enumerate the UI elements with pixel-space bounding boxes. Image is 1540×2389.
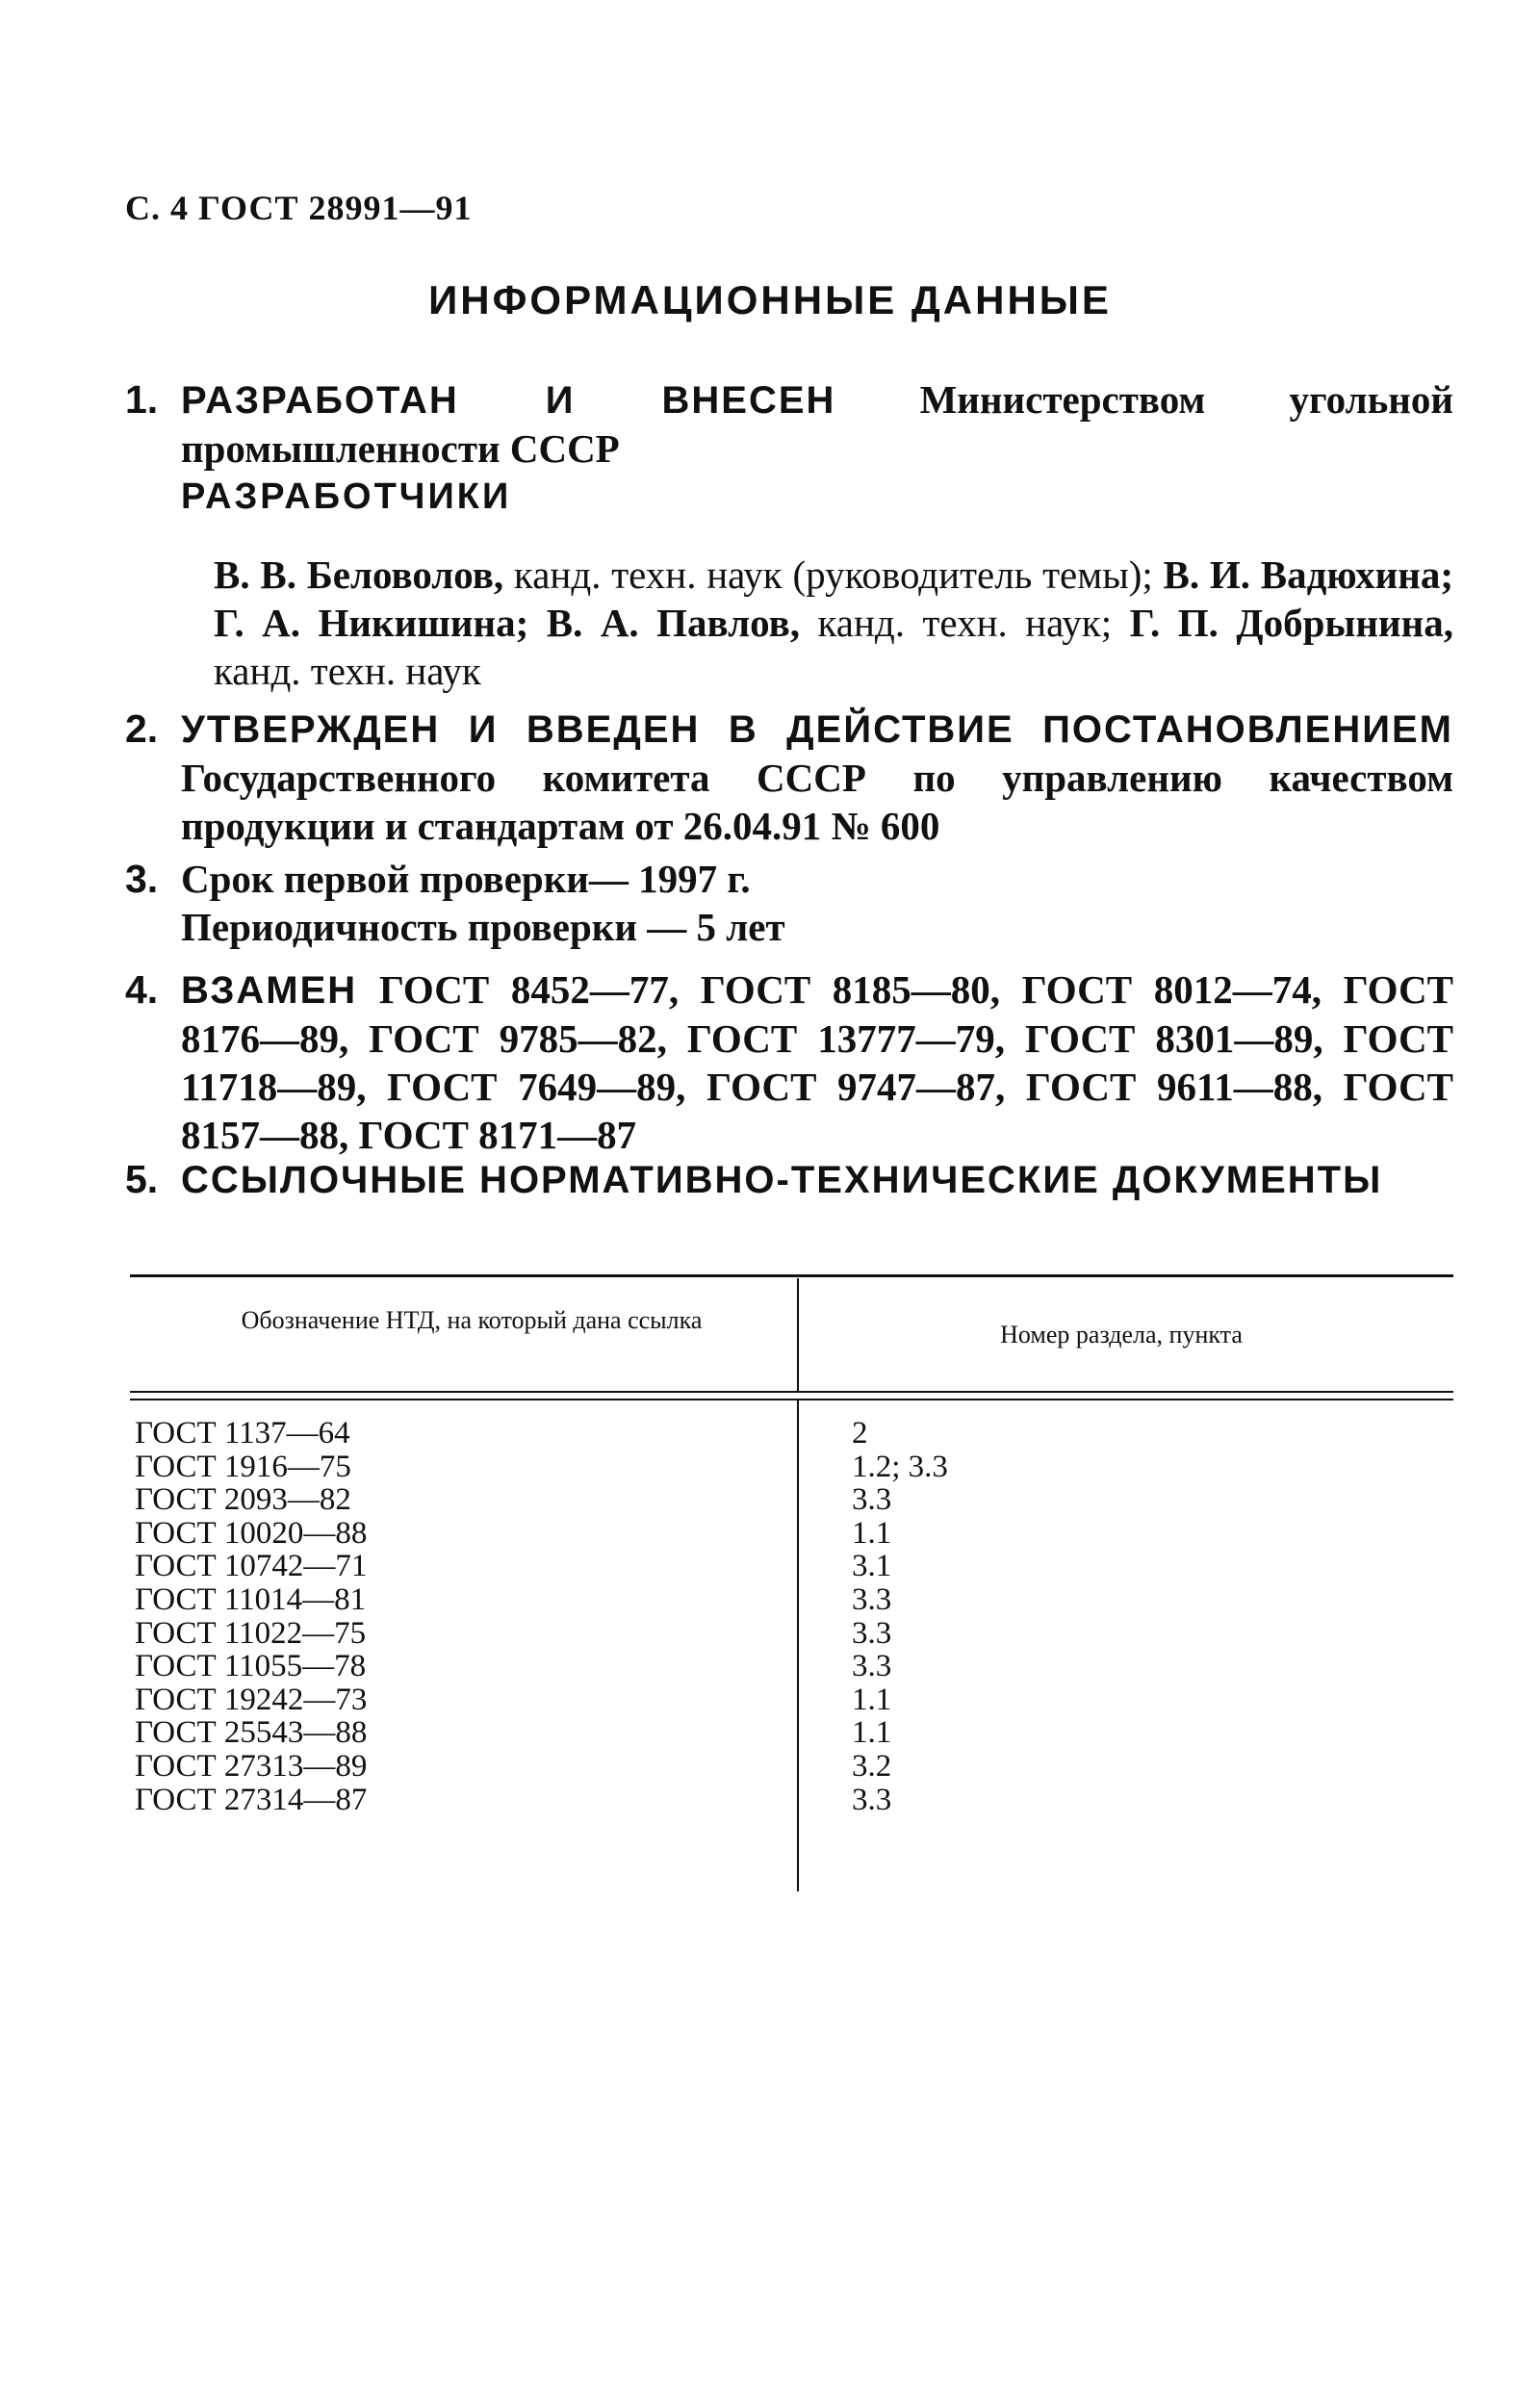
section-2-number: 2.	[125, 706, 159, 751]
page-header	[125, 188, 472, 228]
table-header-section: Номер раздела, пункта	[1000, 1321, 1243, 1349]
author-name: В. А. Павлов,	[546, 601, 801, 645]
table-cell-document: ГОСТ 1916—75	[135, 1449, 351, 1484]
section-4-number: 4.	[125, 967, 159, 1012]
table-body	[135, 1417, 1444, 1816]
table-cell-section: 1.1	[852, 1682, 892, 1717]
author-name: Г. А. Никишина;	[214, 601, 529, 645]
table-cell-document: ГОСТ 27313—89	[135, 1748, 368, 1784]
table-cell-section: 1.1	[852, 1715, 892, 1751]
table-cell-section: 1.2; 3.3	[852, 1449, 948, 1484]
table-cell-section: 3.2	[852, 1748, 892, 1784]
section-4	[125, 965, 1453, 1159]
table-row	[135, 1483, 1444, 1517]
table-row	[135, 1550, 1444, 1583]
table-top-rule	[130, 1274, 1453, 1277]
section-3-number: 3.	[125, 857, 159, 901]
table-cell-section: 3.3	[852, 1615, 892, 1651]
standard-number: ГОСТ 28991—91	[198, 189, 473, 227]
author-note: канд. техн. наук (руководитель темы);	[513, 552, 1153, 597]
section-1	[125, 375, 1453, 473]
table-cell-section: 3.3	[852, 1581, 892, 1617]
table-row	[135, 1650, 1444, 1683]
author-name: Г. П. Добрынина,	[1129, 601, 1454, 645]
table-row	[135, 1683, 1444, 1717]
replaced-standards: ГОСТ 8452—77, ГОСТ 8185—80, ГОСТ 8012—74, ГОСТ 8176—89, ГОСТ 9785—82, ГОСТ 13777—79, ГОСТ 8301—89, ГОСТ 11718—89, ГОСТ 7649—89, ГОСТ 9747—87, ГОСТ 9611—88, ГОСТ 8157—88, ГОСТ 8171—87	[181, 967, 1454, 1157]
table-cell-section: 1.1	[852, 1515, 892, 1551]
table-cell-section: 3.3	[852, 1649, 892, 1684]
table-row	[135, 1417, 1444, 1451]
table-header-designation: Обозначение НТД, на который дана ссылка	[241, 1306, 703, 1334]
developers-heading: РАЗРАБОТЧИКИ	[181, 476, 512, 517]
developers-list	[214, 551, 1453, 695]
section-2	[125, 705, 1453, 850]
section-1-caption: РАЗРАБОТАН И ВНЕСЕН	[181, 379, 836, 422]
page-number: С. 4	[125, 189, 189, 227]
table-header-rule-1	[130, 1391, 1453, 1393]
table-cell-section: 3.3	[852, 1782, 892, 1817]
table-row	[135, 1784, 1444, 1817]
table-cell-document: ГОСТ 11022—75	[135, 1615, 367, 1651]
section-1-text: Министерством угольной промышленности СССР	[181, 377, 1453, 471]
table-cell-document: ГОСТ 11055—78	[135, 1649, 367, 1684]
table-row	[135, 1583, 1444, 1617]
table-header-rule-2	[130, 1399, 1453, 1400]
table-row	[135, 1750, 1444, 1784]
table-cell-document: ГОСТ 11014—81	[135, 1581, 367, 1617]
table-cell-document: ГОСТ 10742—71	[135, 1549, 368, 1584]
author-note: канд. техн. наук;	[817, 601, 1113, 645]
table-cell-document: ГОСТ 10020—88	[135, 1515, 368, 1551]
table-cell-document: ГОСТ 19242—73	[135, 1682, 368, 1717]
first-check-date: Срок первой проверки— 1997 г.	[181, 857, 751, 901]
table-row	[135, 1517, 1444, 1551]
author-name: В. И. Вадюхина;	[1163, 552, 1453, 597]
table-row	[135, 1617, 1444, 1651]
section-2-text: Государственного комитета СССР по управлению качеством продукции и стандартам от 26.04.91 № 600	[181, 756, 1453, 848]
table-cell-document: ГОСТ 1137—64	[135, 1416, 350, 1451]
author-name: В. В. Беловолов,	[214, 552, 504, 597]
table-cell-document: ГОСТ 2093—82	[135, 1482, 351, 1518]
section-5	[125, 1155, 1453, 1204]
table-cell-document: ГОСТ 25543—88	[135, 1715, 368, 1751]
table-cell-document: ГОСТ 27314—87	[135, 1782, 368, 1817]
section-2-caption: УТВЕРЖДЕН И ВВЕДЕН В ДЕЙСТВИЕ ПОСТАНОВЛЕНИЕМ	[181, 708, 1453, 751]
table-row	[135, 1716, 1444, 1750]
section-4-caption: ВЗАМЕН	[181, 969, 358, 1012]
section-3	[125, 855, 1453, 951]
author-note: канд. техн. наук	[214, 649, 481, 693]
table-cell-section: 3.3	[852, 1482, 892, 1518]
document-title: ИНФОРМАЦИОННЫЕ ДАННЫЕ	[428, 277, 1112, 322]
table-header-column-divider	[797, 1278, 799, 1391]
table-cell-section: 2	[852, 1416, 868, 1451]
section-5-caption: ССЫЛОЧНЫЕ НОРМАТИВНО-ТЕХНИЧЕСКИЕ ДОКУМЕНТЫ	[181, 1159, 1383, 1201]
table-row	[135, 1451, 1444, 1484]
section-5-number: 5.	[125, 1157, 159, 1201]
section-1-number: 1.	[125, 377, 159, 422]
table-cell-section: 3.1	[852, 1549, 892, 1584]
check-periodicity: Периодичность проверки — 5 лет	[181, 905, 785, 949]
